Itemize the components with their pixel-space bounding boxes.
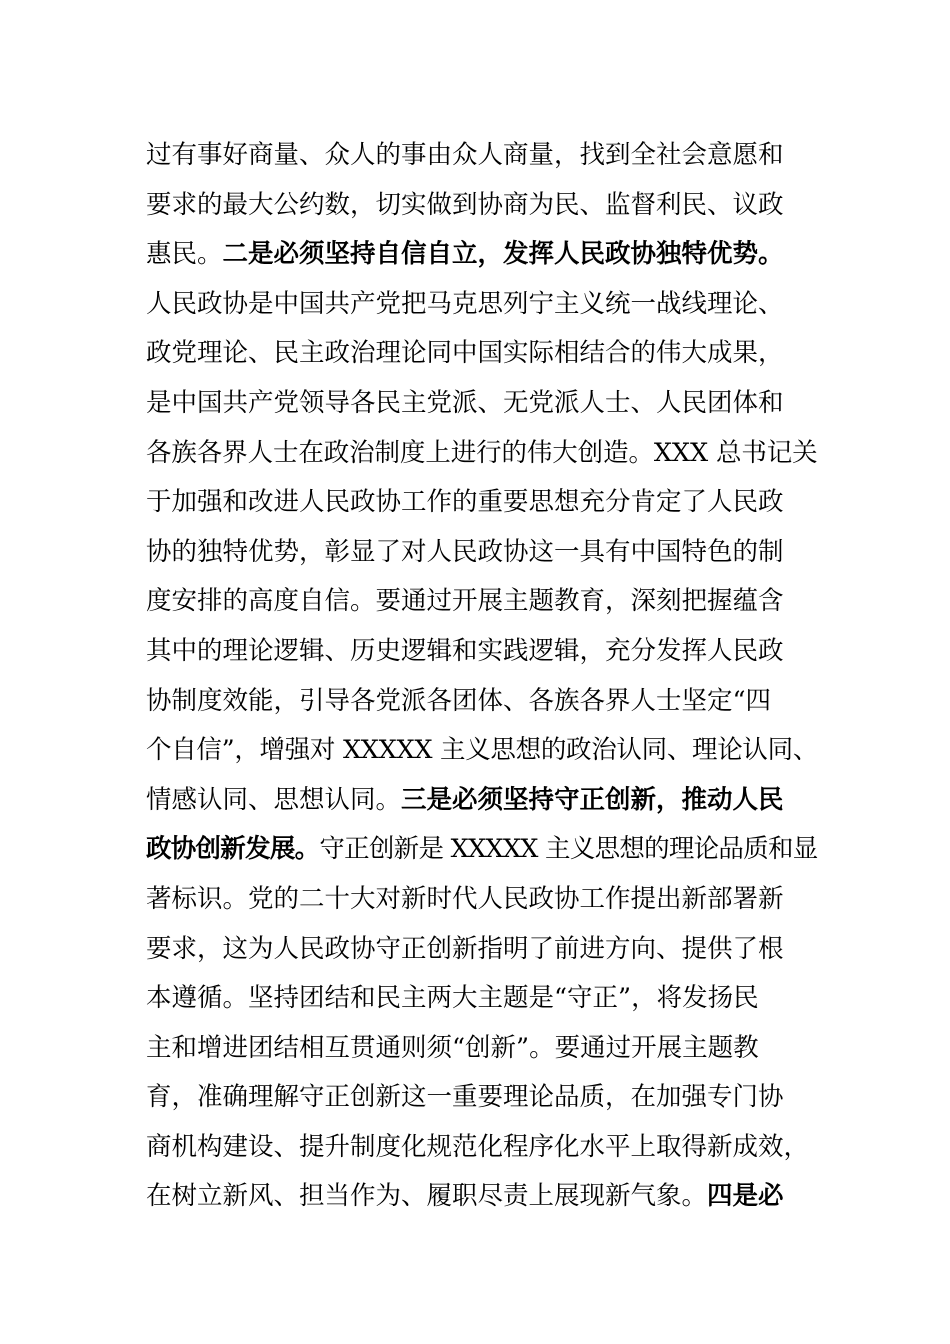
text-line [146, 1073, 816, 1123]
text-line [146, 478, 816, 528]
text-line [146, 280, 816, 330]
text-line [146, 974, 816, 1024]
text-line [146, 230, 816, 280]
bold-heading-text: 四是必 [707, 1181, 784, 1212]
text-line [146, 726, 819, 776]
body-text-segment: 商机构建设、提升制度化规范化程序化水平上取得新成效， [146, 1131, 810, 1162]
body-text-segment: 要求，这为人民政协守正创新指明了前进方向、提供了根 [146, 933, 784, 964]
body-text-segment: 惠民。 [146, 239, 223, 270]
text-line [146, 1024, 816, 1074]
text-line [146, 131, 816, 181]
text-line [146, 875, 816, 925]
body-text-segment: 个自信”，增强对 XXXXX 主义思想的政治认同、理论认同、 [146, 735, 819, 766]
text-line [146, 1172, 816, 1222]
bold-heading-text: 二是必须坚持自信自立，发挥人民政协独特优势。 [222, 239, 784, 270]
body-text-segment: 政党理论、民主政治理论同中国实际相结合的伟大成果， [146, 338, 784, 369]
body-text-segment: 主和增进团结相互贯通则须“创新”。要通过开展主题教 [146, 1032, 759, 1063]
body-text-segment: 于加强和改进人民政协工作的重要思想充分肯定了人民政 [146, 487, 784, 518]
body-text-segment: 要求的最大公约数，切实做到协商为民、监督利民、议政 [146, 189, 784, 220]
body-text-segment: 其中的理论逻辑、历史逻辑和实践逻辑，充分发挥人民政 [146, 635, 784, 666]
body-text-segment: 本遵循。坚持团结和民主两大主题是“守正”，将发扬民 [146, 983, 759, 1014]
body-text-segment: 人民政协是中国共产党把马克思列宁主义统一战线理论、 [146, 288, 784, 319]
bold-heading-text: 三是必须坚持守正创新，推动人民 [401, 784, 784, 815]
text-line [146, 528, 816, 578]
body-text-segment: 度安排的高度自信。要通过开展主题教育，深刻把握蕴含 [146, 586, 784, 617]
body-text-segment: 育，准确理解守正创新这一重要理论品质，在加强专门协 [146, 1082, 784, 1113]
body-text-segment: 守正创新是 XXXXX 主义思想的理论品质和显 [319, 834, 818, 865]
body-text-segment: 在树立新风、担当作为、履职尽责上展现新气象。 [146, 1181, 708, 1212]
bold-heading-text: 政协创新发展。 [146, 834, 320, 865]
text-line [146, 1123, 816, 1173]
text-line [146, 776, 816, 826]
text-line [146, 925, 816, 975]
text-line [146, 181, 816, 231]
text-line [146, 577, 816, 627]
document-body-text [146, 131, 819, 1222]
body-text-segment: 过有事好商量、众人的事由众人商量，找到全社会意愿和 [146, 140, 784, 170]
body-text-segment: 协制度效能，引导各党派各团体、各族各界人士坚定“四 [146, 685, 772, 716]
text-line [146, 379, 816, 429]
body-text-segment: 是中国共产党领导各民主党派、无党派人士、人民团体和 [146, 387, 784, 418]
text-line [146, 677, 816, 727]
text-line [146, 429, 816, 479]
body-text-segment: 各族各界人士在政治制度上进行的伟大创造。XXX 总书记关 [146, 437, 818, 468]
text-line [146, 825, 816, 875]
text-line [146, 627, 816, 677]
body-text-segment: 协的独特优势，彰显了对人民政协这一具有中国特色的制 [146, 536, 784, 567]
body-text-segment: 著标识。党的二十大对新时代人民政协工作提出新部署新 [146, 883, 784, 914]
text-line [146, 329, 816, 379]
body-text-segment: 情感认同、思想认同。 [146, 784, 402, 815]
